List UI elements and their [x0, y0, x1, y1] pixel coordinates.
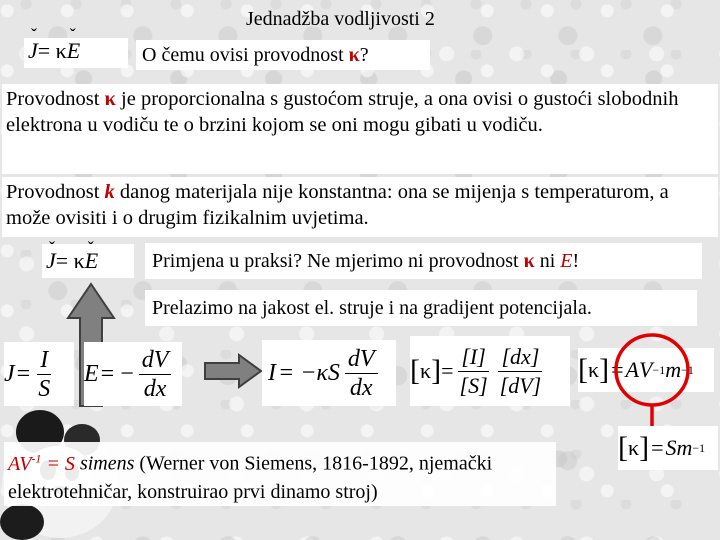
exp-sm: −1: [692, 440, 706, 455]
siemens-word: simens: [79, 452, 135, 475]
numerator-i: I: [37, 346, 51, 375]
exp-m: −1: [681, 362, 694, 377]
kappa-symbol: κ: [628, 435, 640, 460]
fraction-dx-dv: [497, 343, 545, 400]
unit-v: V: [638, 357, 653, 382]
numerator-dv: dV: [345, 345, 378, 374]
vector-j: ˇ J: [28, 38, 38, 64]
kappa-symbol: κ: [523, 250, 535, 272]
denominator-dx: dx: [143, 375, 167, 402]
vector-j: ˇ J: [46, 244, 56, 278]
denominator-s: S: [38, 375, 51, 402]
equation-current: [262, 340, 396, 406]
equation-j-kappa-e-top: [24, 38, 128, 68]
i-symbol: I: [268, 359, 276, 386]
slide-title: Jednadžba vodljivosti 2: [246, 8, 435, 30]
equals: =: [651, 435, 664, 460]
exp-v: −1: [652, 362, 666, 377]
practice-box: [145, 243, 702, 279]
bracket-left: [: [618, 431, 628, 464]
para1-word: Provodnost: [6, 88, 100, 110]
fraction-dv-dx: [345, 345, 378, 402]
bracket-right: ]: [639, 431, 650, 464]
equals: =: [16, 360, 31, 387]
k-symbol: k: [104, 181, 115, 203]
fraction-i-s: [35, 346, 53, 403]
red-circle-highlight: [610, 330, 700, 436]
para2-word: Provodnost: [6, 181, 100, 203]
para1-rest: je proporcionalna s gustoćom struje, a ona ovisi o gustoći slobodnih elektrona u vodiču te o brzini kojom se oni mogu gibati u vodiču.: [6, 88, 679, 136]
numerator-dx: [dx]: [498, 343, 542, 372]
eq-kappa: = κ: [55, 248, 85, 273]
unit-sm: Sm: [665, 435, 693, 460]
para2-rest: danog materijala nije konstantna: ona se mijenja s temperaturom, a može ovisiti i o drugim fizikalnim uvjetima.: [6, 181, 669, 229]
question-mark: ?: [359, 44, 369, 66]
paragraph-conductivity: [2, 84, 718, 174]
question-text: O čemu ovisi provodnost: [142, 44, 344, 66]
bracket-left: [: [578, 353, 588, 386]
numerator-i: [I]: [458, 343, 488, 372]
equation-j-kappa-e-mid: [42, 244, 134, 278]
equation-units-siemens: [618, 426, 718, 470]
eq-kappa: = κ: [37, 38, 67, 63]
unit-a: A: [625, 357, 639, 382]
equals: =: [441, 358, 454, 383]
question-box: [136, 40, 430, 70]
e-symbol: E: [84, 360, 99, 387]
siemens-description: (Werner von Siemens, 1816-1892, njemački elektrotehničar, konstruirao prvi dinamo stroj): [8, 452, 493, 503]
unit-m: m: [665, 357, 682, 382]
siemens-box: [4, 442, 556, 506]
kappa-symbol: κ: [588, 357, 600, 382]
kappa-symbol: κ: [348, 44, 360, 66]
denominator-dv: [dV]: [499, 372, 542, 398]
siemens-lhs: $AV^{-1} = S$: [8, 451, 75, 475]
kappa-symbol: κ: [420, 358, 432, 383]
equals-minus-kappa-s: = −κS: [278, 359, 340, 386]
equals-minus: = −: [100, 360, 134, 387]
paragraph-temperature: [2, 177, 718, 237]
equation-e-gradient: [84, 342, 182, 406]
fraction-i-s: [457, 343, 491, 400]
right-arrow-icon: [203, 353, 263, 389]
numerator-dv: dV: [139, 346, 172, 375]
denominator-dx: dx: [349, 374, 373, 401]
bracket-right: ]: [431, 354, 442, 387]
fraction-dv-dx: [139, 346, 172, 403]
bracket-right: ]: [599, 353, 610, 386]
kappa-symbol: κ: [104, 88, 116, 110]
transition-box: Prelazimo na jakost el. struje i na gradijent potencijala.: [145, 290, 697, 326]
vector-e: ˇ E: [67, 38, 80, 64]
practice-excl: !: [572, 250, 580, 272]
vector-e: ˇ E: [85, 244, 98, 278]
bracket-left: [: [410, 354, 420, 387]
e-symbol: E: [560, 250, 573, 272]
equation-j-i-over-s: [4, 342, 74, 406]
practice-ni: ni: [534, 250, 556, 272]
denominator-s: [S]: [459, 372, 488, 398]
j-symbol: J: [4, 360, 15, 387]
practice-text: Primjena u praksi? Ne mjerimo ni provodnost: [152, 250, 519, 272]
equation-units-brackets: [410, 336, 570, 406]
equals: =: [611, 357, 624, 382]
